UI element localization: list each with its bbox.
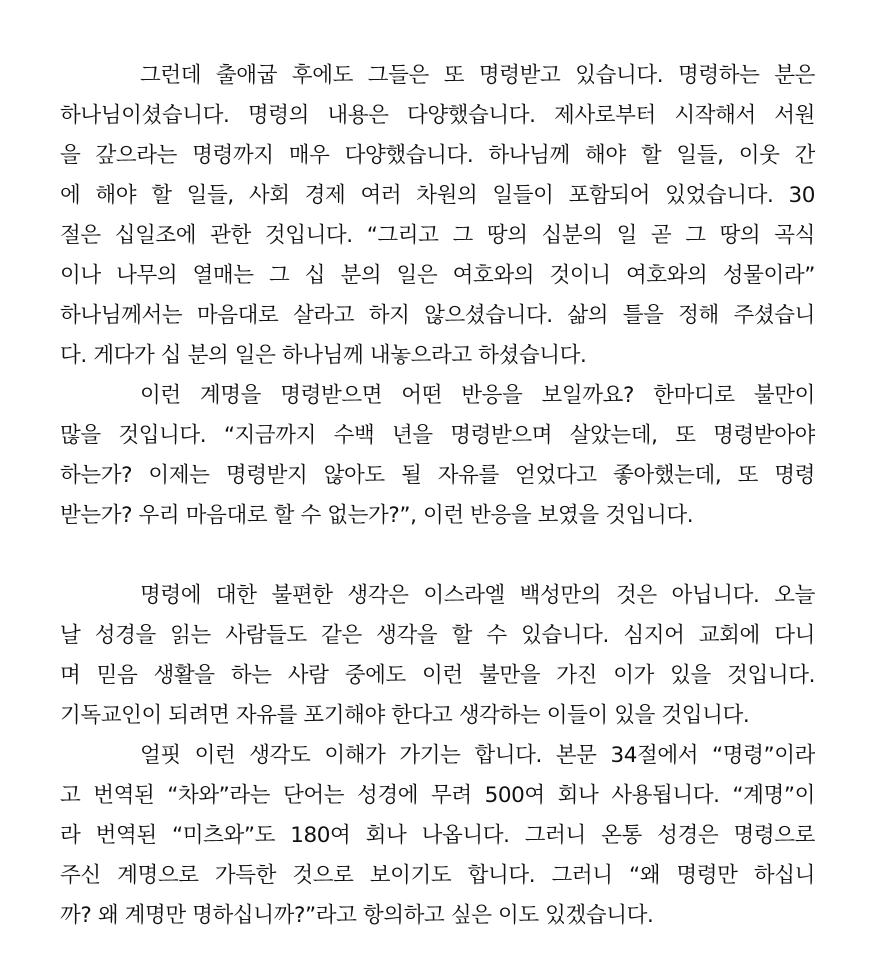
text-line: 날 성경을 읽는 사람들도 같은 생각을 할 수 있습니다. 심지어 교회에 다니 [60,623,815,648]
document-body [60,56,815,936]
paragraph-4 [60,736,815,936]
text-line: 에 해야 할 일들, 사회 경제 여러 차원의 일들이 포함되어 있었습니다. 30 [60,183,815,208]
text-line: 기독교인이 되려면 자유를 포기해야 한다고 생각하는 이들이 있을 것입니다. [60,703,750,728]
text-line: 받는가? 우리 마음대로 할 수 없는가?”, 이런 반응을 보였을 것입니다. [60,503,694,528]
text-line: 고 번역된 “차와”라는 단어는 성경에 무려 500여 회나 사용됩니다. “계명”이 [60,783,815,808]
text-line: 라 번역된 “미츠와”도 180여 회나 나옵니다. 그러니 온통 성경은 명령으로 [60,823,815,848]
text-line: 며 믿음 생활을 하는 사람 중에도 이런 불만을 가진 이가 있을 것입니다. [60,663,815,688]
text-line: 명령에 대한 불편한 생각은 이스라엘 백성만의 것은 아닙니다. 오늘 [140,583,815,608]
text-line: 다. 게다가 십 분의 일은 하나님께 내놓으라고 하셨습니다. [60,343,587,368]
paragraph-3 [60,576,815,736]
paragraph-1 [60,56,815,376]
text-line: 절은 십일조에 관한 것입니다. “그리고 그 땅의 십분의 일 곧 그 땅의 곡식 [60,223,815,248]
text-line: 을 갚으라는 명령까지 매우 다양했습니다. 하나님께 해야 할 일들, 이웃 간 [60,143,815,168]
paragraph-2 [60,376,815,536]
text-line: 하는가? 이제는 명령받지 않아도 될 자유를 얻었다고 좋아했는데, 또 명령 [60,463,815,488]
text-line: 이나 나무의 열매는 그 십 분의 일은 여호와의 것이니 여호와의 성물이라” [60,263,815,288]
text-line: 하나님이셨습니다. 명령의 내용은 다양했습니다. 제사로부터 시작해서 서원 [60,103,815,128]
text-line: 이런 계명을 명령받으면 어떤 반응을 보일까요? 한마디로 불만이 [140,383,815,408]
text-line: 그런데 출애굽 후에도 그들은 또 명령받고 있습니다. 명령하는 분은 [140,63,815,88]
text-line: 하나님께서는 마음대로 살라고 하지 않으셨습니다. 삶의 틀을 정해 주셨습니 [60,303,815,328]
text-line: 까? 왜 계명만 명하십니까?”라고 항의하고 싶은 이도 있겠습니다. [60,903,654,928]
paragraph-gap [60,536,815,576]
text-line: 많을 것입니다. “지금까지 수백 년을 명령받으며 살았는데, 또 명령받아야 [60,423,815,448]
text-line: 얼핏 이런 생각도 이해가 가기는 합니다. 본문 34절에서 “명령”이라 [140,743,815,768]
text-line: 주신 계명으로 가득한 것으로 보이기도 합니다. 그러니 “왜 명령만 하십니 [60,863,815,888]
